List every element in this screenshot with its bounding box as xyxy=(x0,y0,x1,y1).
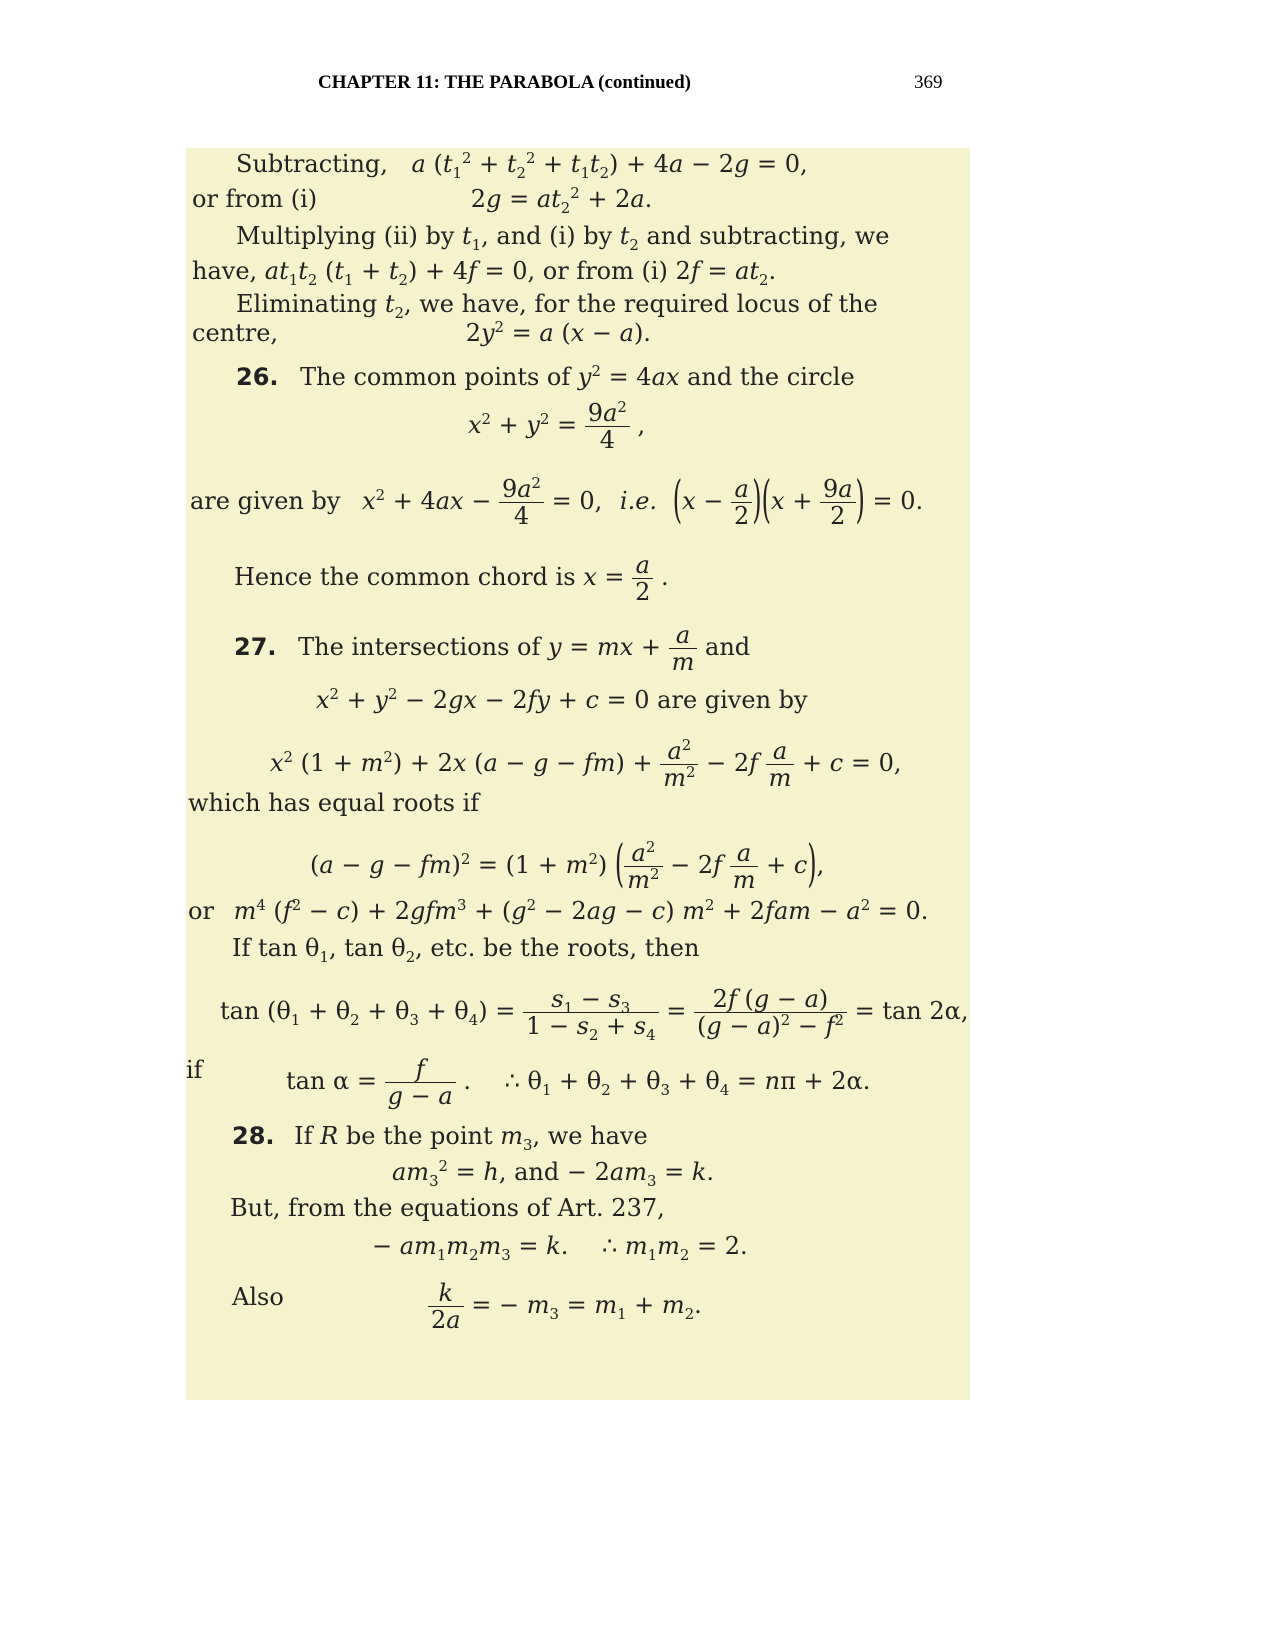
eq-common-points: are given by $x^2 + 4ax$ − $\frac{9a^2}{4}$ = 0, i.e. (x − $\frac{a}{2}$ )(x + $\frac{9a}{2}$ ) = 0. xyxy=(190,470,924,530)
eq-also: $\frac{k}{2a}$ = − $m_3 = m_1 + m_2$. xyxy=(428,1280,702,1333)
line-if-tan: If $\tan \theta_1$, $\tan \theta_2$, etc. be the roots, then xyxy=(232,934,700,966)
eq-product: − $am_1m_2m_3 = k$. ∴ $m_1m_2 = 2$. xyxy=(372,1232,748,1264)
line-centre: centre, $2y^2 = a$ (x − a). xyxy=(192,318,651,347)
line-multiplying: Multiplying (ii) by $t_1$, and (i) by $t_2$ and subtracting, we xyxy=(236,222,890,254)
chapter-title: CHAPTER 11: THE PARABOLA (continued) xyxy=(318,72,692,93)
page-number: 369 xyxy=(914,72,943,93)
line-subtracting: Subtracting, a $(t_1^2 + t_2^2 + t_1t_2) + 4a - 2g = 0$, xyxy=(236,149,808,182)
eq-quadratic: $x^2$ $(1 + m^2) + 2x$ (a − g − fm) + $\frac{a^2}{m^2}$ − 2f $\frac{a}{m}$ + c = 0, xyxy=(270,736,902,792)
line-also: Also xyxy=(232,1283,284,1311)
eq-tan-alpha: tan α = $\frac{f}{g - a}$ . ∴ $\theta_1 + \theta_2 + \theta_3 + \theta_4 = n\pi + 2\alpha$. xyxy=(286,1055,871,1110)
eq-equal-roots: $(a - g - fm)^2 = (1 + m^2)$ ( $\frac{a^2}{m^2}$ − 2f $\frac{a}{m}$ + c), xyxy=(310,834,825,894)
line-if: if xyxy=(186,1056,203,1084)
eq-quartic: or $m^4$ $(f^2 - c) + 2gfm^3 + (g^2 - 2ag - c) m^2 + 2fam - a^2 = 0$. xyxy=(188,896,929,925)
section-26-intro: 26. The common points of $y^2 = 4ax$ and the circle xyxy=(236,362,855,391)
line-eliminating: Eliminating $t_2$, we have, for the required locus of the xyxy=(236,290,878,322)
eq-point-m3: $am_3^2 = h$, and − $2am_3 = k$. xyxy=(392,1157,714,1190)
eq-circle-general: $x^2 + y^2 - 2gx - 2fy + c = 0$ are given by xyxy=(316,685,808,714)
line-or-from-i: or from (i) $2g = at_2^2 + 2a$. xyxy=(192,184,653,217)
eq-tan-sum: $\tan (\theta_1 + \theta_2 + \theta_3 + \theta_4)$ = $\frac{s_1 - s_3}{1 - s_2 + s_4}$ = $\frac{2f (g - a)}{(g - a)^2 - f^2}$ = tan 2α, xyxy=(220,985,969,1044)
section-28-intro: 28. If R be the point $m_3$, we have xyxy=(232,1122,648,1154)
line-but-from: But, from the equations of Art. 237, xyxy=(230,1194,665,1222)
section-27-intro: 27. The intersections of y = mx + $\frac{a}{m}$ and xyxy=(234,621,751,676)
line-have: have, $at_1t_2$ $(t_1 + t_2) + 4f = 0$, or from (i) $2f = at_2$. xyxy=(192,257,777,289)
line-common-chord: Hence the common chord is x = $\frac{a}{2}$ . xyxy=(234,551,669,606)
eq-circle: $x^2 + y^2$ = $\frac{9a^2}{4}$ , xyxy=(468,398,646,454)
line-equal-roots: which has equal roots if xyxy=(188,789,480,817)
